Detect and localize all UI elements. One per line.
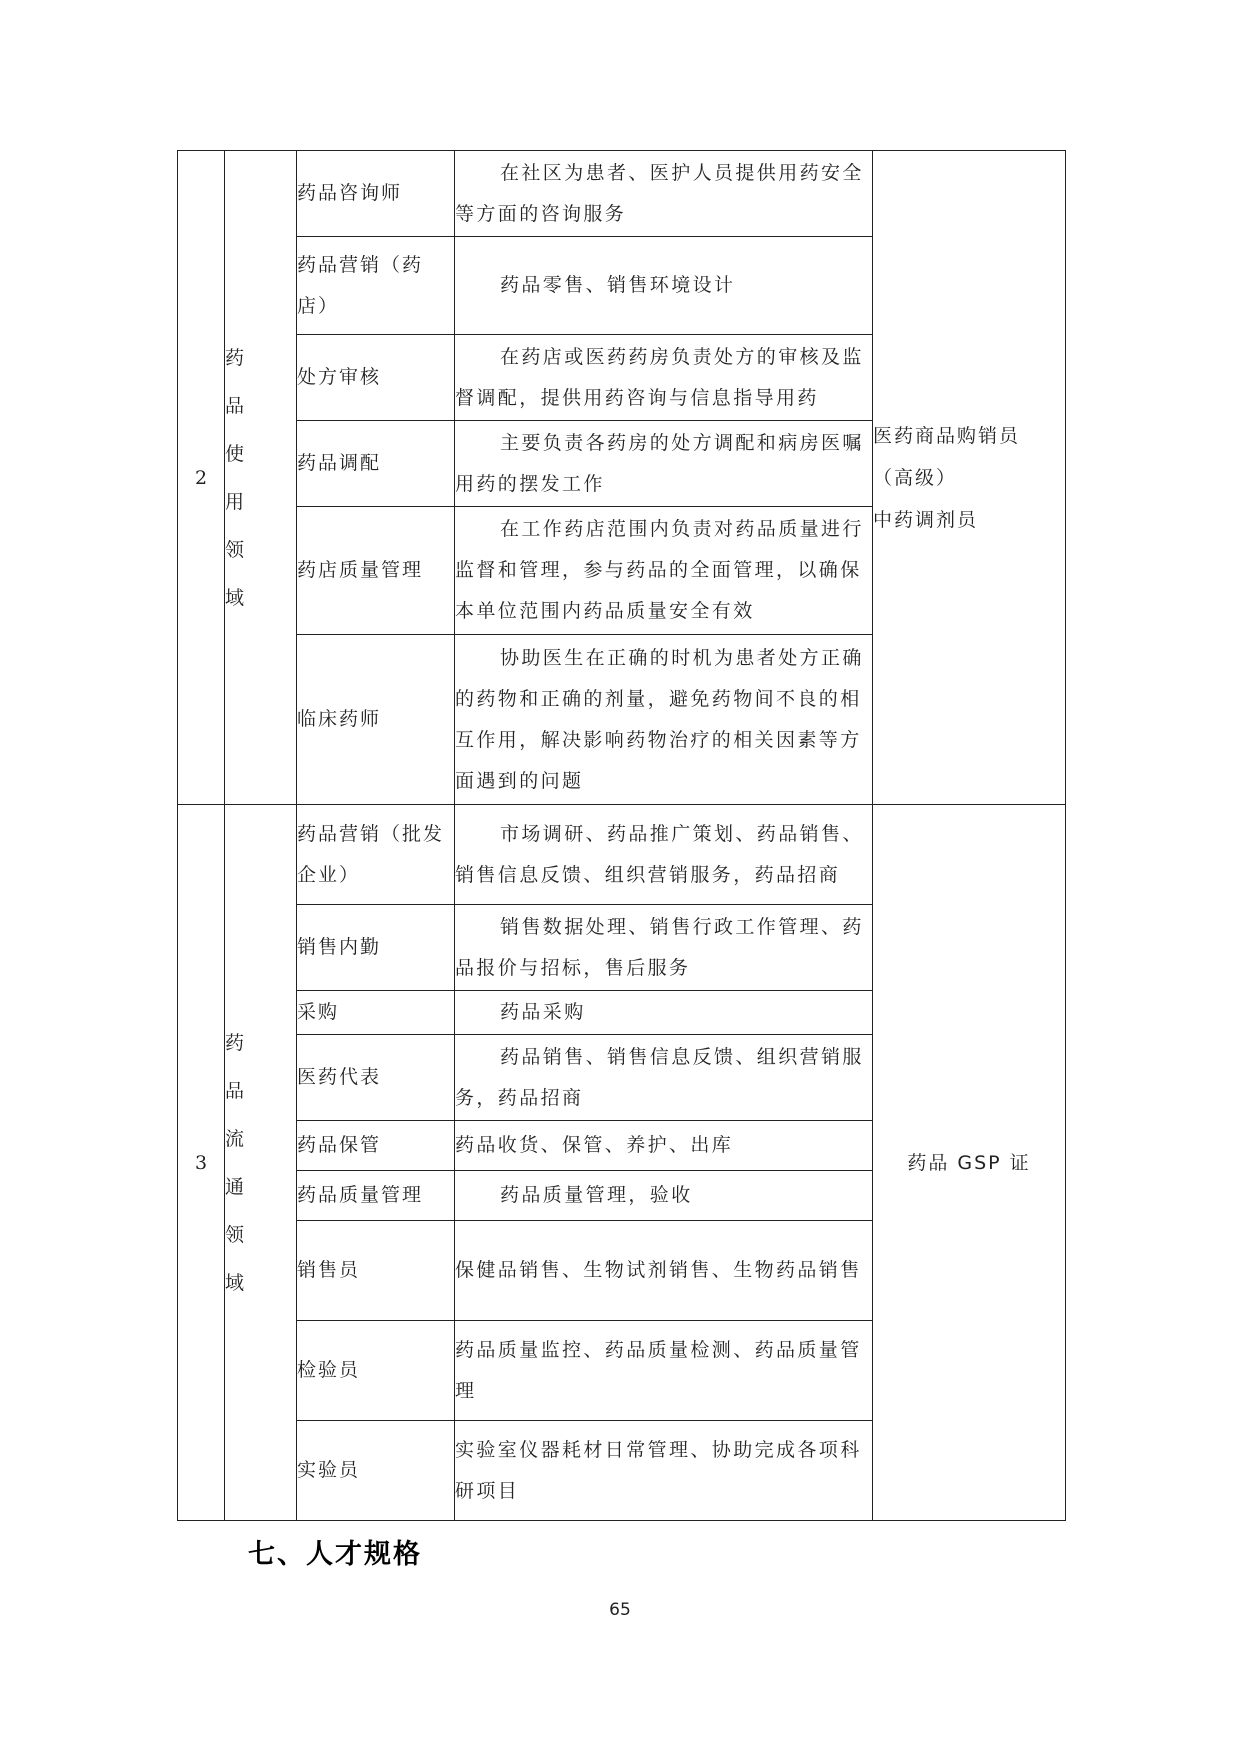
job-description: 在社区为患者、医护人员提供用药安全等方面的咨询服务 [455, 151, 873, 237]
field-area-text: 药品使用领域 [225, 346, 253, 609]
job-description: 药品质量管理，验收 [455, 1171, 873, 1221]
job-title: 检验员 [297, 1321, 455, 1421]
job-positions-table [177, 150, 1066, 1521]
job-description: 在药店或医药药房负责处方的审核及监督调配，提供用药咨询与信息指导用药 [455, 335, 873, 421]
job-description: 药品质量监控、药品质量检测、药品质量管理 [455, 1321, 873, 1421]
table-row [178, 151, 1066, 237]
field-area-text: 药品流通领域 [225, 1031, 253, 1294]
job-description: 主要负责各药房的处方调配和病房医嘱用药的摆发工作 [455, 421, 873, 507]
job-title: 采购 [297, 991, 455, 1035]
row-number: 2 [178, 151, 225, 805]
job-title: 药店质量管理 [297, 507, 455, 635]
job-title: 临床药师 [297, 635, 455, 805]
certificate-cell [873, 151, 1066, 805]
row-number: 3 [178, 805, 225, 1521]
certificate-line: （高级） [873, 466, 958, 489]
job-description: 药品零售、销售环境设计 [455, 237, 873, 335]
job-description: 在工作药店范围内负责对药品质量进行监督和管理，参与药品的全面管理，以确保本单位范围内药品质量安全有效 [455, 507, 873, 635]
job-title: 药品保管 [297, 1121, 455, 1171]
job-description: 保健品销售、生物试剂销售、生物药品销售 [455, 1221, 873, 1321]
job-description: 药品收货、保管、养护、出库 [455, 1121, 873, 1171]
job-description: 销售数据处理、销售行政工作管理、药品报价与招标，售后服务 [455, 905, 873, 991]
job-title: 药品质量管理 [297, 1171, 455, 1221]
job-title: 药品营销（批发企业） [297, 805, 455, 905]
job-description: 市场调研、药品推广策划、药品销售、销售信息反馈、组织营销服务，药品招商 [455, 805, 873, 905]
field-area-cell [225, 151, 297, 805]
page-number: 65 [609, 1600, 631, 1620]
job-title: 医药代表 [297, 1035, 455, 1121]
job-title: 实验员 [297, 1421, 455, 1521]
job-title: 药品营销（药店） [297, 237, 455, 335]
table-row [178, 805, 1066, 905]
section-heading: 七、人才规格 [248, 1539, 422, 1570]
job-title: 销售内勤 [297, 905, 455, 991]
certificate-line: 中药调剂员 [873, 508, 979, 531]
job-title: 药品咨询师 [297, 151, 455, 237]
job-title: 处方审核 [297, 335, 455, 421]
job-title: 销售员 [297, 1221, 455, 1321]
certificate-cell: 药品 GSP 证 [873, 805, 1066, 1521]
certificate-line: 医药商品购销员 [873, 424, 1021, 447]
field-area-cell [225, 805, 297, 1521]
job-description: 药品采购 [455, 991, 873, 1035]
job-description: 药品销售、销售信息反馈、组织营销服务，药品招商 [455, 1035, 873, 1121]
job-description: 协助医生在正确的时机为患者处方正确的药物和正确的剂量，避免药物间不良的相互作用，解决影响药物治疗的相关因素等方面遇到的问题 [455, 635, 873, 805]
job-description: 实验室仪器耗材日常管理、协助完成各项科研项目 [455, 1421, 873, 1521]
job-title: 药品调配 [297, 421, 455, 507]
